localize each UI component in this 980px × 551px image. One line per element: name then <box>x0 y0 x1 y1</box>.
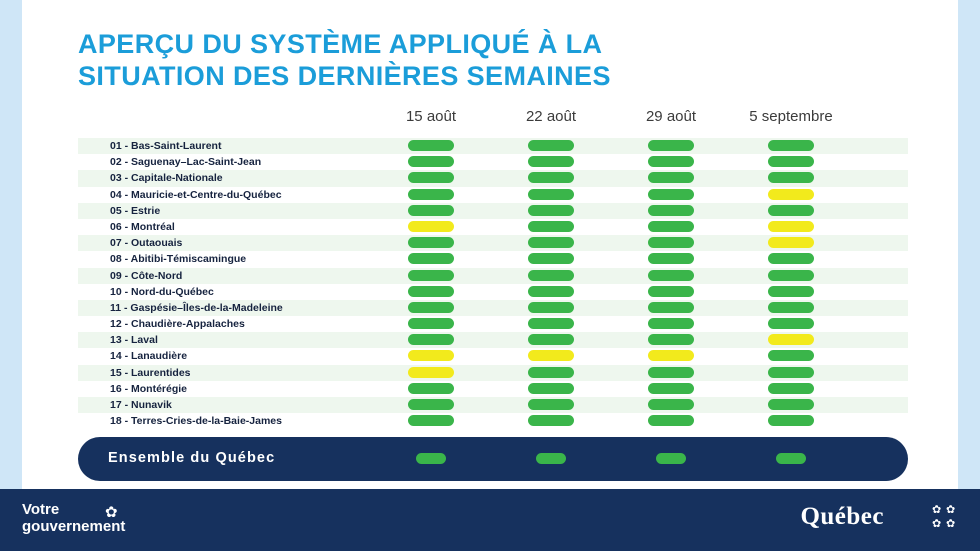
column-header-3: 29 août <box>645 108 697 125</box>
status-pill <box>768 415 814 426</box>
region-label: 13 - Laval <box>110 334 158 347</box>
status-pill <box>648 156 694 167</box>
table-row <box>78 381 908 397</box>
table-row <box>78 203 908 219</box>
status-pill <box>648 350 694 361</box>
status-pill <box>408 270 454 281</box>
status-pill <box>528 140 574 151</box>
status-pill <box>408 156 454 167</box>
table-row <box>78 348 908 364</box>
column-header-2: 22 août <box>525 108 577 125</box>
table-row <box>78 284 908 300</box>
status-pill <box>648 399 694 410</box>
slide-canvas <box>22 0 958 551</box>
government-logo-line2: gouvernement <box>22 518 126 535</box>
table-row <box>78 413 908 429</box>
status-pill <box>528 205 574 216</box>
status-pill <box>528 415 574 426</box>
decorative-left-band <box>0 0 22 551</box>
table-row <box>78 219 908 235</box>
region-label: 15 - Laurentides <box>110 366 191 379</box>
status-pill <box>408 205 454 216</box>
status-pill <box>768 237 814 248</box>
table-row <box>78 170 908 186</box>
status-pill <box>528 270 574 281</box>
page-title-line2: SITUATION DES DERNIÈRES SEMAINES <box>78 61 611 91</box>
government-logo-line1: Votre <box>22 501 60 518</box>
table-row <box>78 332 908 348</box>
status-pill <box>528 172 574 183</box>
status-pill <box>408 140 454 151</box>
table-row <box>78 300 908 316</box>
status-pill <box>528 237 574 248</box>
page-title-line1: APERÇU DU SYSTÈME APPLIQUÉ À LA <box>78 29 603 59</box>
status-pill <box>408 350 454 361</box>
table-row <box>78 268 908 284</box>
fleur-de-lys-icon: ✿ <box>105 504 118 521</box>
status-pill <box>768 286 814 297</box>
region-label: 18 - Terres-Cries-de-la-Baie-James <box>110 415 282 428</box>
status-pill <box>648 415 694 426</box>
summary-status-pill <box>536 453 566 464</box>
status-pill <box>768 318 814 329</box>
status-pill <box>528 302 574 313</box>
region-label: 01 - Bas-Saint-Laurent <box>110 140 222 152</box>
region-rows <box>78 138 908 429</box>
status-pill <box>768 270 814 281</box>
status-pill <box>528 286 574 297</box>
status-pill <box>408 221 454 232</box>
status-pill <box>768 302 814 313</box>
status-grid <box>78 108 908 429</box>
status-pill <box>648 237 694 248</box>
status-pill <box>408 367 454 378</box>
column-header-4: 5 septembre <box>749 108 833 125</box>
status-pill <box>768 221 814 232</box>
status-pill <box>528 156 574 167</box>
status-pill <box>648 140 694 151</box>
table-row <box>78 235 908 251</box>
table-row <box>78 397 908 413</box>
decorative-right-band <box>958 0 980 551</box>
status-pill <box>648 367 694 378</box>
column-header-1: 15 août <box>405 108 457 125</box>
status-pill <box>528 334 574 345</box>
table-row <box>78 154 908 170</box>
region-label: 17 - Nunavik <box>110 399 172 411</box>
status-pill <box>648 302 694 313</box>
status-pill <box>648 286 694 297</box>
status-pill <box>528 367 574 378</box>
status-pill <box>408 399 454 410</box>
status-pill <box>408 286 454 297</box>
status-pill <box>528 318 574 329</box>
status-pill <box>768 172 814 183</box>
quebec-wordmark: Québec <box>800 503 884 530</box>
region-label: 11 - Gaspésie–Îles-de-la-Madeleine <box>110 301 283 314</box>
status-pill <box>408 415 454 426</box>
table-row <box>78 365 908 381</box>
status-pill <box>768 334 814 345</box>
region-label: 16 - Montérégie <box>110 382 188 395</box>
status-pill <box>408 334 454 345</box>
table-row <box>78 187 908 203</box>
table-row <box>78 316 908 332</box>
region-label: 07 - Outaouais <box>110 237 183 250</box>
column-headers <box>78 108 908 134</box>
status-pill <box>648 334 694 345</box>
quebec-flag-icon: ✿ ✿ ✿ ✿ <box>932 504 956 530</box>
status-pill <box>648 172 694 183</box>
status-pill <box>408 302 454 313</box>
status-pill <box>528 253 574 264</box>
status-pill <box>648 318 694 329</box>
table-row <box>78 251 908 267</box>
status-pill <box>528 350 574 361</box>
status-pill <box>648 270 694 281</box>
status-pill <box>408 383 454 394</box>
status-pill <box>528 189 574 200</box>
region-label: 09 - Côte-Nord <box>110 269 183 282</box>
summary-row <box>78 437 908 481</box>
status-pill <box>768 205 814 216</box>
status-pill <box>768 350 814 361</box>
region-label: 04 - Mauricie-et-Centre-du-Québec <box>110 188 282 201</box>
region-label: 14 - Lanaudière <box>110 350 188 363</box>
summary-status-pill <box>776 453 806 464</box>
status-pill <box>648 383 694 394</box>
status-pill <box>648 221 694 232</box>
status-pill <box>528 383 574 394</box>
table-row <box>78 138 908 154</box>
summary-status-pill <box>656 453 686 464</box>
status-pill <box>648 189 694 200</box>
status-pill <box>768 399 814 410</box>
summary-status-pill <box>416 453 446 464</box>
status-pill <box>768 140 814 151</box>
status-pill <box>768 383 814 394</box>
region-label: 06 - Montréal <box>110 220 175 233</box>
status-pill <box>768 156 814 167</box>
region-label: 05 - Estrie <box>110 204 161 217</box>
region-label: 10 - Nord-du-Québec <box>110 285 214 298</box>
status-pill <box>408 318 454 329</box>
status-pill <box>768 253 814 264</box>
summary-label: Ensemble du Québec <box>108 450 276 466</box>
region-label: 02 - Saguenay–Lac-Saint-Jean <box>110 156 262 169</box>
status-pill <box>768 189 814 200</box>
footer <box>0 489 980 551</box>
status-pill <box>408 237 454 248</box>
region-label: 08 - Abitibi-Témiscamingue <box>110 253 247 266</box>
status-pill <box>648 253 694 264</box>
status-pill <box>648 205 694 216</box>
region-label: 03 - Capitale-Nationale <box>110 172 223 185</box>
status-pill <box>408 189 454 200</box>
region-label: 12 - Chaudière-Appalaches <box>110 318 245 331</box>
status-pill <box>768 367 814 378</box>
status-pill <box>408 172 454 183</box>
status-pill <box>528 221 574 232</box>
page-title <box>78 28 838 92</box>
status-pill <box>528 399 574 410</box>
status-pill <box>408 253 454 264</box>
